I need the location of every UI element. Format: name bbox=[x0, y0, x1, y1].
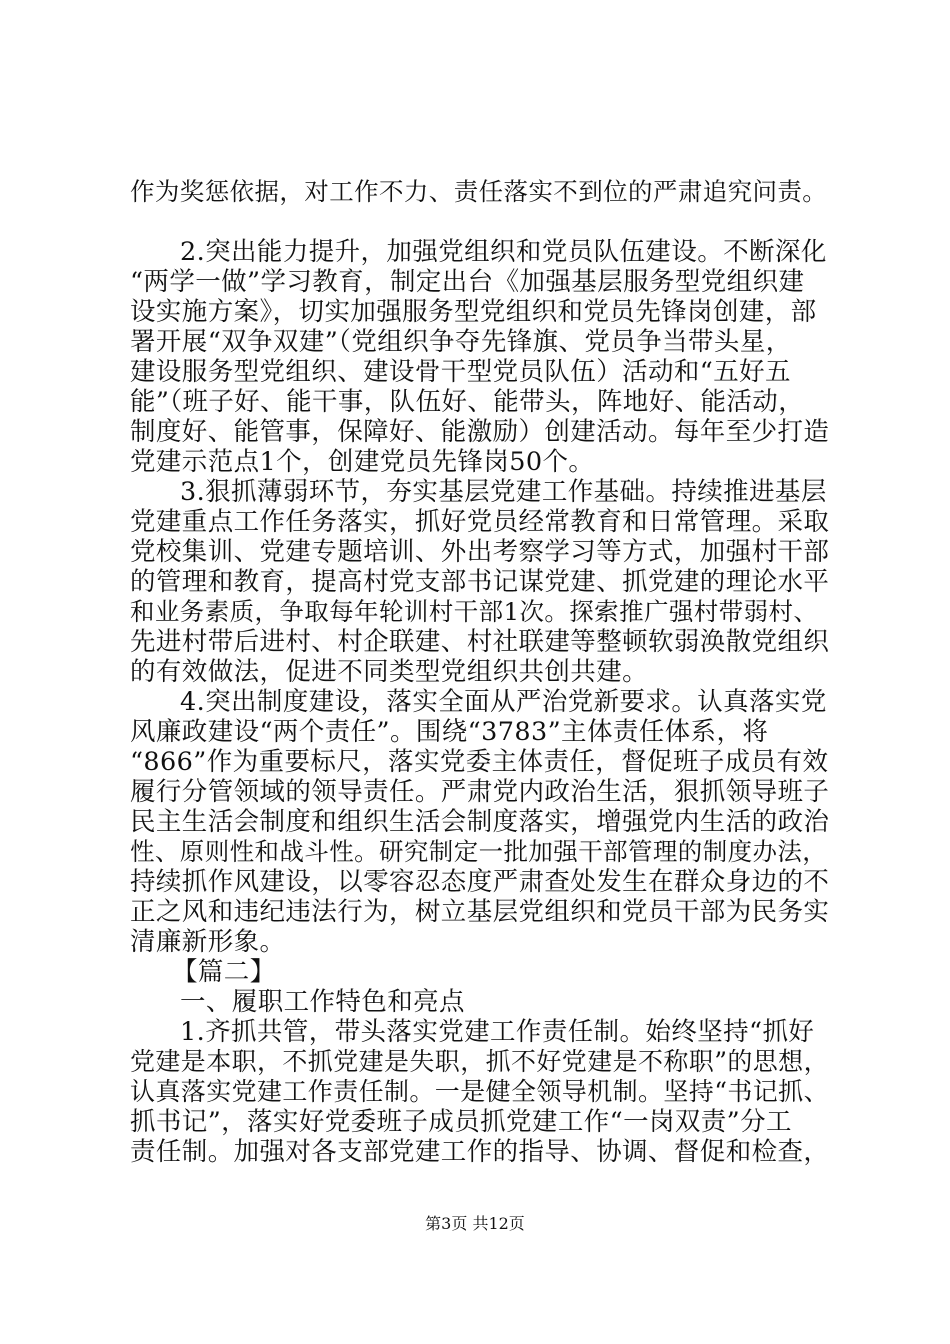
text-line: 的管理和教育，提高村党支部书记谋党建、抓党建的理论水平 bbox=[130, 567, 830, 597]
text-line: 设实施方案》，切实加强服务型党组织和党员先锋岗创建，部 bbox=[130, 297, 817, 327]
text-line: 党建重点工作任务落实，抓好党员经常教育和日常管理。采取 bbox=[130, 507, 830, 537]
text-line: 认真落实党建工作责任制。一是健全领导机制。坚持“书记抓、 bbox=[130, 1077, 829, 1106]
text-line: 作为奖惩依据，对工作不力、责任落实不到位的严肃追究问责。 bbox=[130, 177, 828, 206]
text-line: 建设服务型党组织、建设骨干型党员队伍）活动和“五好五 bbox=[130, 357, 791, 387]
text-line: 性、原则性和战斗性。研究制定一批加强干部管理的制度办法， bbox=[130, 837, 828, 866]
text-line: 履行分管领域的领导责任。严肃党内政治生活，狠抓领导班子 bbox=[130, 777, 830, 807]
text-line: 责任制。加强对各支部党建工作的指导、协调、督促和检查， bbox=[130, 1137, 830, 1167]
text-line: 能”（班子好、能干事，队伍好、能带头，阵地好、能活动， bbox=[130, 387, 805, 417]
paragraph-start-line: 1.齐抓共管，带头落实党建工作责任制。始终坚持“抓好 bbox=[180, 1017, 815, 1047]
text-line: 党建示范点1个，创建党员先锋岗50个。 bbox=[130, 447, 595, 477]
paragraph-start-line: 4.突出制度建设，落实全面从严治党新要求。认真落实党 bbox=[180, 687, 827, 717]
text-line: 署开展“双争双建”（党组织争夺先锋旗、党员争当带头星， bbox=[130, 327, 792, 357]
section-heading: 【篇二】 bbox=[172, 957, 276, 987]
text-line: 和业务素质，争取每年轮训村干部1次。探索推广强村带弱村、 bbox=[130, 597, 819, 626]
text-line: 制度好、能管事，保障好、能激励）创建活动。每年至少打造 bbox=[130, 417, 830, 447]
text-line: 民主生活会制度和组织生活会制度落实，增强党内生活的政治 bbox=[130, 807, 830, 837]
text-line: 正之风和违纪违法行为，树立基层党组织和党员干部为民务实 bbox=[130, 897, 830, 927]
page-number-footer: 第3页 共12页 bbox=[425, 1214, 525, 1233]
text-line: 的有效做法，促进不同类型党组织共创共建。 bbox=[130, 657, 649, 687]
text-line: “两学一做”学习教育，制定出台《加强基层服务型党组织建 bbox=[130, 267, 805, 297]
text-line: 党校集训、党建专题培训、外出考察学习等方式，加强村干部 bbox=[130, 537, 830, 567]
text-line: 抓书记”，落实好党委班子成员抓党建工作“一岗双责”分工 bbox=[130, 1107, 792, 1137]
text-line: 清廉新形象。 bbox=[130, 927, 286, 957]
subsection-heading: 一、履职工作特色和亮点 bbox=[180, 987, 465, 1017]
text-line: “866”作为重要标尺，落实党委主体责任，督促班子成员有效 bbox=[130, 747, 829, 777]
paragraph-start-line: 3.狠抓薄弱环节，夯实基层党建工作基础。持续推进基层 bbox=[180, 477, 827, 507]
text-line: 持续抓作风建设，以零容忍态度严肃查处发生在群众身边的不 bbox=[130, 867, 830, 897]
text-line: 风廉政建设“两个责任”。围绕“3783”主体责任体系，将 bbox=[130, 717, 769, 747]
paragraph-start-line: 2.突出能力提升，加强党组织和党员队伍建设。不断深化 bbox=[180, 237, 827, 267]
text-line: 党建是本职，不抓党建是失职，抓不好党建是不称职”的思想， bbox=[130, 1047, 829, 1076]
text-line: 先进村带后进村、村企联建、村社联建等整顿软弱涣散党组织 bbox=[130, 627, 830, 657]
